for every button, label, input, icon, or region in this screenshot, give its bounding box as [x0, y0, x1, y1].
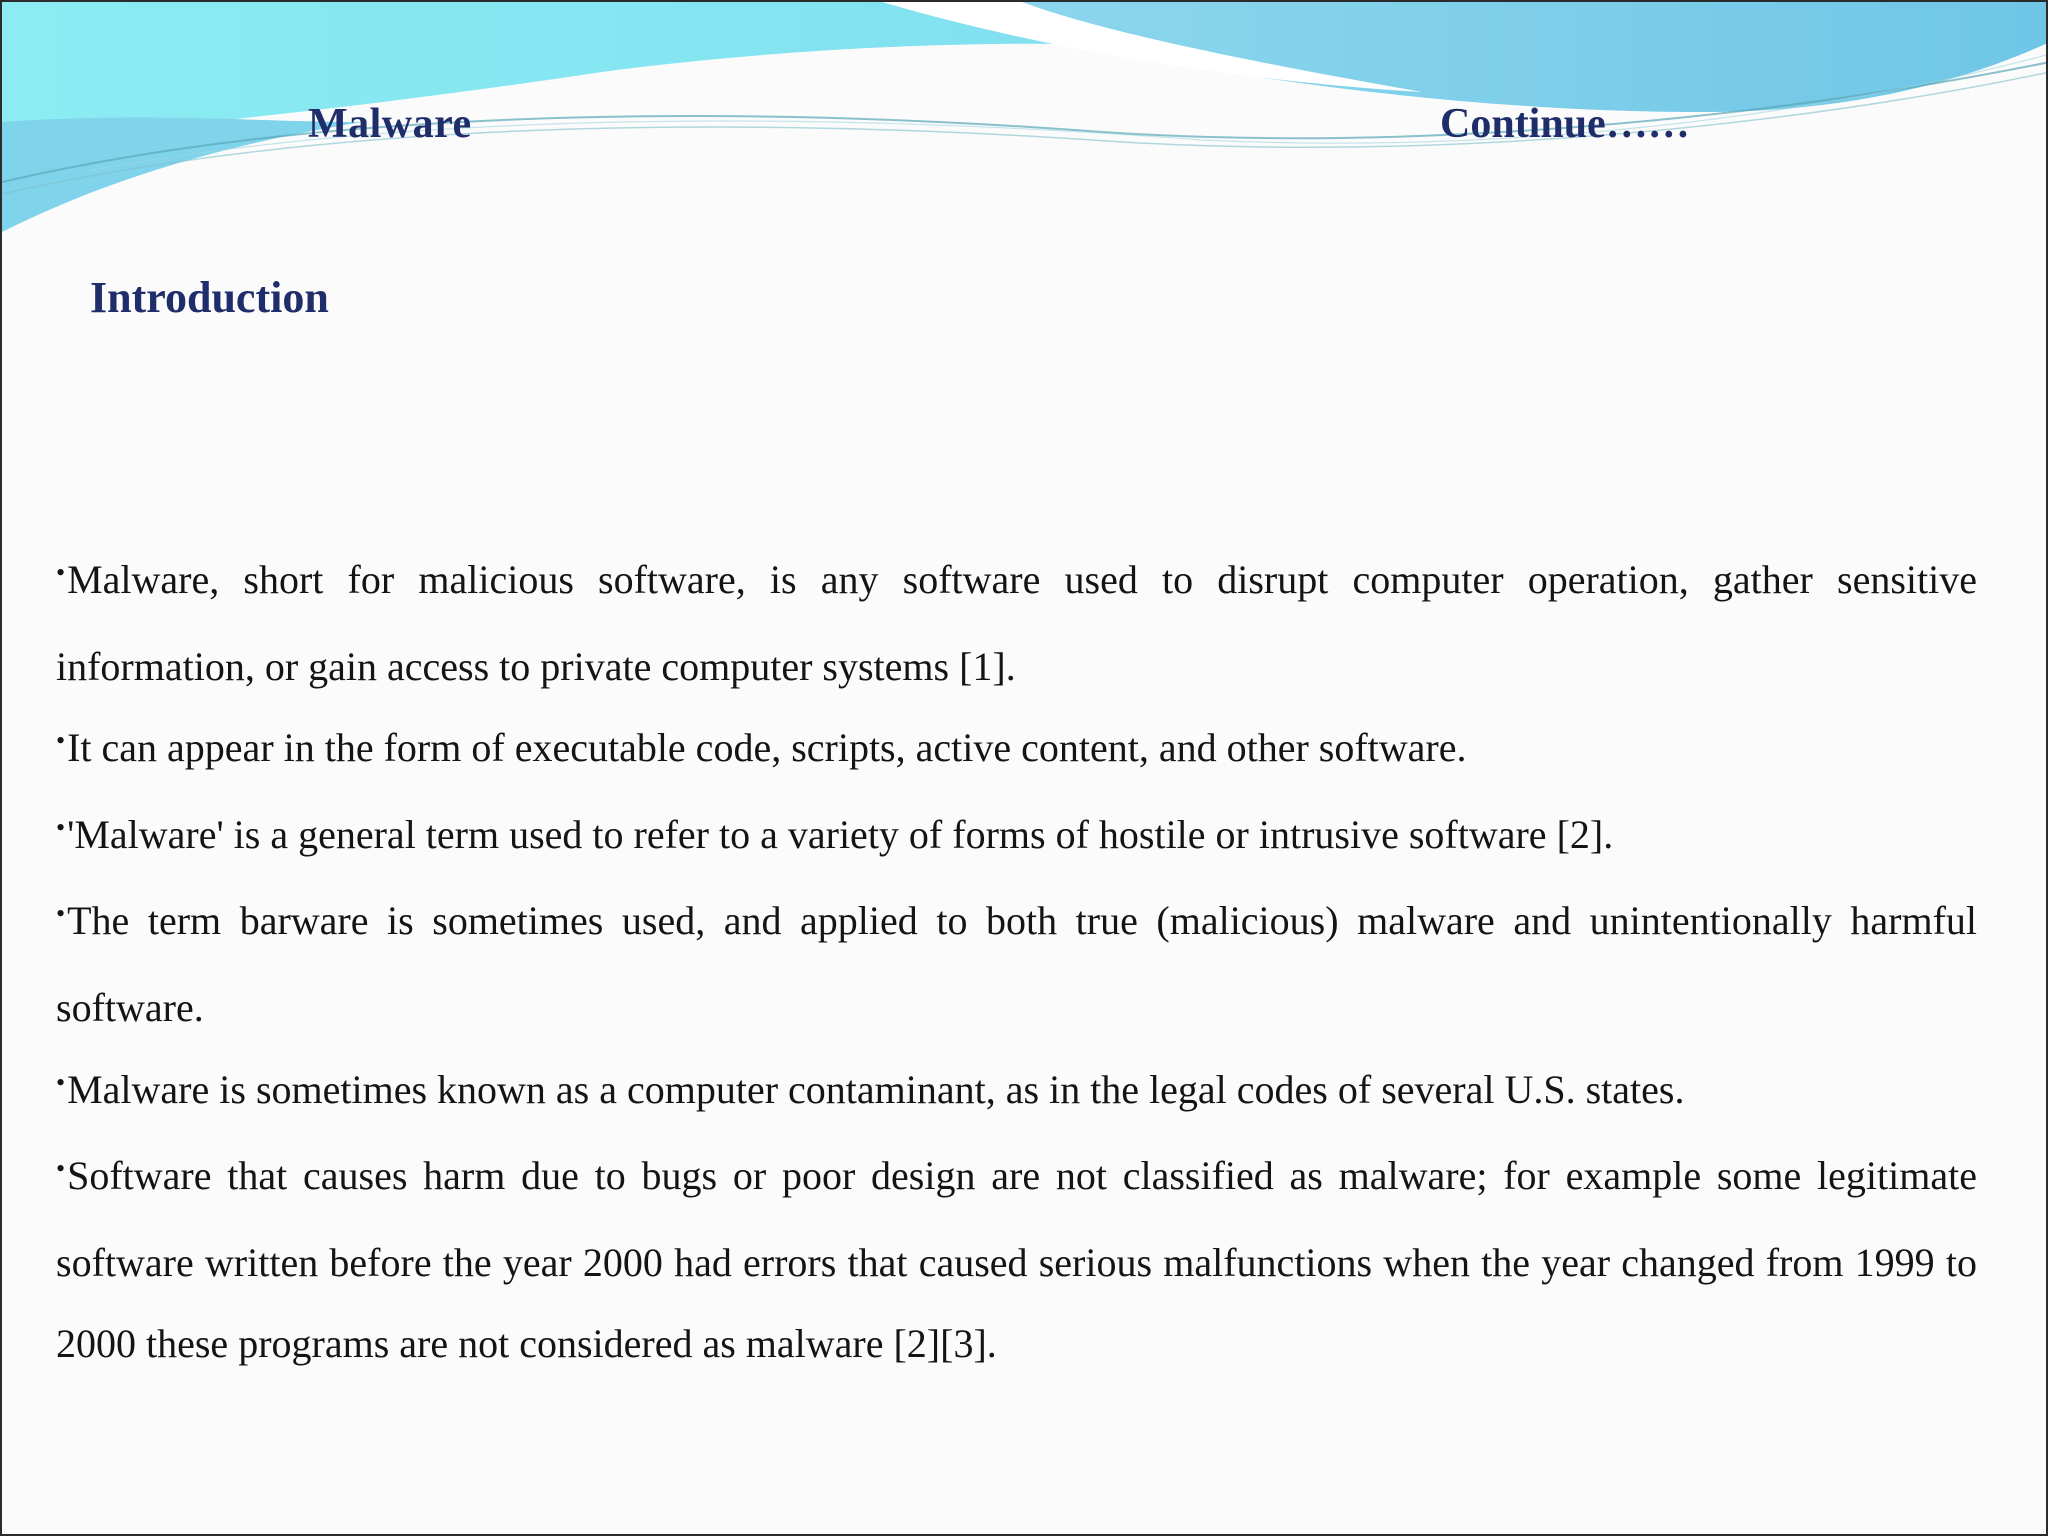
- bullet-point: [56, 1049, 1977, 1136]
- bullet-point: [56, 880, 1977, 1048]
- bullet-glyph: •: [56, 1154, 66, 1184]
- bullet-glyph: •: [56, 726, 66, 756]
- bullet-text: Malware, short for malicious software, is any software used to disrupt computer operation, gather sensitive information, or gain access to private computer systems [1].: [56, 557, 1977, 689]
- bullet-text: The term barware is sometimes used, and applied to both true (malicious) malware and unintentionally harmful software.: [56, 898, 1977, 1030]
- bullet-text: Software that causes harm due to bugs or poor design are not classified as malware; for example some legitimate software written before the year 2000 had errors that caused serious malfunctions when the year changed from 1999 to 2000 these programs are not considered as malware [2][3].: [56, 1153, 1977, 1367]
- wave-band-right: [902, 2, 2048, 112]
- bullet-point: [56, 707, 1977, 794]
- bullet-point: [56, 539, 1977, 707]
- header-title-continue: Continue……: [1440, 101, 1690, 147]
- bullet-glyph: •: [56, 558, 66, 587]
- bullet-glyph: •: [56, 1067, 66, 1097]
- bullet-text: It can appear in the form of executable code, scripts, active content, and other software.: [67, 725, 1467, 771]
- bullet-list: [56, 539, 1977, 1385]
- header-title-malware: Malware: [308, 101, 472, 147]
- bullet-glyph: •: [56, 899, 66, 929]
- bullet-text: Malware is sometimes known as a computer contaminant, as in the legal codes of several U.S. states.: [67, 1066, 1685, 1112]
- section-title: Introduction: [90, 273, 329, 322]
- bullet-glyph: •: [56, 812, 66, 842]
- bullet-text: 'Malware' is a general term used to refer to a variety of forms of hostile or intrusive software [2].: [67, 811, 1614, 857]
- bullet-point: [56, 794, 1977, 881]
- bullet-point: [56, 1135, 1977, 1385]
